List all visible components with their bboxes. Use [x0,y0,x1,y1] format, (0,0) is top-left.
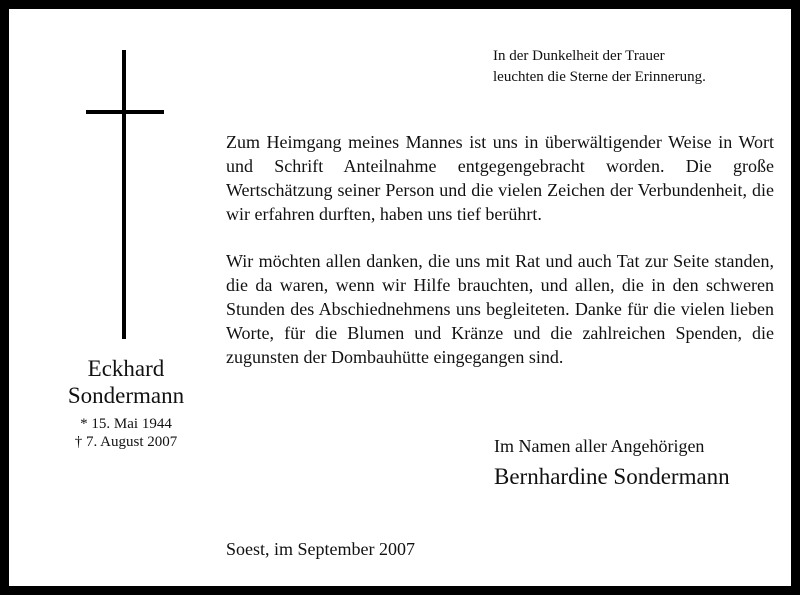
deceased-first-name: Eckhard [87,356,165,381]
motto-line-1: In der Dunkelheit der Trauer [493,48,665,64]
place-date: Soest, im September 2007 [226,539,415,559]
motto-line-2: leuchten die Sterne der Erinnerung. [493,69,706,85]
thanks-paragraph-1: Zum Heimgang meines Mannes ist uns in überwältigender Weise in Wort und Schrift Anteilnahme entgegengebracht worden. Die große Wertschätzung seiner Person und die vielen Zeichen der Verbundenheit, die wir erfahren durften, haben uns tief berührt. [226,132,774,224]
deceased-last-name: Sondermann [67,383,185,408]
on-behalf-line: Im Namen aller Angehörigen [494,436,705,456]
birth-date: * 15. Mai 1944 [80,416,172,432]
signature-name: Bernhardine Sondermann [494,464,730,489]
deceased-block [39,355,213,451]
cross-horizontal-bar [86,110,164,114]
death-date: † 7. August 2007 [74,434,178,450]
life-dates [39,415,213,451]
thanks-paragraph-2: Wir möchten allen danken, die uns mit Rat und auch Tat zur Seite standen, die da waren, wenn wir Hilfe brauchten, und allen, die in den schweren Stunden des Abschiednehmens uns begleiteten. Danke für die vielen lieben Worte, für die Blumen und Kränze und die zahlreichen Spenden, die zugunsten der Dombauhütte eingegangen sind. [226,251,774,367]
cross-vertical-bar [122,50,126,339]
motto [493,46,793,88]
